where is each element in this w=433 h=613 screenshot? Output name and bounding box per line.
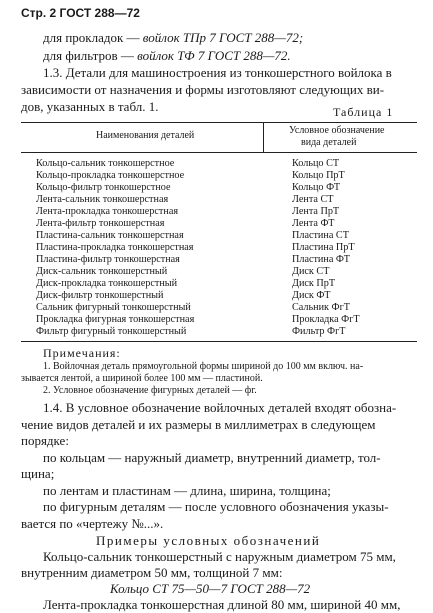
paragraph-1-4-line: по кольцам — наружный диаметр, внутренний диаметр, тол- xyxy=(43,449,381,465)
table-row-name: Пластина-сальник тонкошерстная xyxy=(36,230,184,241)
table-column-divider xyxy=(263,122,264,153)
example-line: Лента-прокладка тонкошерстная длиной 80 мм, шириной 40 мм, xyxy=(43,597,401,612)
intro-line-1-text: для прокладок — xyxy=(43,30,143,45)
page-header: Стр. 2 ГОСТ 288—72 xyxy=(21,6,140,20)
table-row-name: Лента-фильтр тонкошерстная xyxy=(36,218,165,229)
table-row-name: Диск-сальник тонкошерстный xyxy=(36,266,168,277)
intro-line-1-code: войлок ТПр 7 ГОСТ 288—72; xyxy=(142,30,304,45)
paragraph-1-4-line: по фигурным деталям — после условного обозначения указы- xyxy=(43,499,389,514)
table-row-name: Пластина-прокладка тонкошерстная xyxy=(36,242,194,253)
table-row-code: Кольцо СТ xyxy=(292,158,340,169)
paragraph-1-4-line: 1.4. В условное обозначение войлочных деталей входят обозна- xyxy=(43,400,397,415)
intro-line-1 xyxy=(43,30,303,46)
table-col2-header-line: Условное обозначение xyxy=(289,125,385,136)
paragraph-1-3-line: зависимости от назначения и формы изготовляют следующих ви- xyxy=(21,82,385,97)
table-row-name: Кольцо-сальник тонкошерстное xyxy=(36,158,175,169)
paragraph-1-4-line: порядке: xyxy=(21,433,69,448)
table-row-name: Лента-сальник тонкошерстная xyxy=(36,194,169,205)
table-row-name: Лента-прокладка тонкошерстная xyxy=(36,206,179,217)
intro-line-2-code: войлок ТФ 7 ГОСТ 288—72. xyxy=(137,48,291,63)
note-line: зывается лентой, а шириной более 100 мм — пластиной. xyxy=(21,373,263,384)
table-row-code: Лента ФТ xyxy=(292,218,335,229)
paragraph-1-4-line: щина; xyxy=(21,466,55,481)
example-code: Кольцо СТ 75—50—7 ГОСТ 288—72 xyxy=(110,581,311,596)
paragraph-1-4-line: чение видов деталей и их размеры в миллиметрах в следующем xyxy=(21,416,376,432)
paragraph-1-4-line: по лентам и пластинам — длина, ширина, толщина; xyxy=(43,482,331,498)
example-line: Кольцо-сальник тонкошерстный с наружным диаметром 75 мм, xyxy=(43,549,396,564)
table-row-code: Лента СТ xyxy=(292,194,334,205)
table-row-name: Фильтр фигурный тонкошерстный xyxy=(36,326,187,337)
table-row-code: Диск ФТ xyxy=(292,290,331,301)
note-line: 2. Условное обозначение фигурных деталей — фг. xyxy=(43,385,257,396)
paragraph-1-3-line: дов, указанных в табл. 1. xyxy=(21,99,159,114)
paragraph-1-3-line: 1.3. Детали для машиностроения из тонкошерстного войлока в xyxy=(43,65,392,80)
table-row-code: Кольцо ФТ xyxy=(292,182,341,193)
table-row-name: Прокладка фигурная тонкошерстная xyxy=(36,314,195,325)
table-bottom-rule xyxy=(21,341,417,342)
table-header-rule xyxy=(21,152,417,153)
table-row-name: Кольцо-фильтр тонкошерстное xyxy=(36,182,171,193)
table-row-name: Пластина-фильтр тонкошерстная xyxy=(36,254,180,265)
table-row-code: Пластина ФТ xyxy=(292,254,350,265)
table-row-code: Кольцо ПрТ xyxy=(292,170,345,181)
table-col1-header: Наименования деталей xyxy=(96,130,195,141)
intro-line-2-text: для фильтров — xyxy=(43,48,138,63)
example-line: внутренним диаметром 50 мм, толщиной 7 мм: xyxy=(21,565,283,580)
table-row-code: Диск ПрТ xyxy=(292,278,336,289)
table-row-name: Диск-прокладка тонкошерстный xyxy=(36,278,178,289)
paragraph-1-4-line: вается по «чертежу №...». xyxy=(21,515,164,531)
table-caption: Таблица 1 xyxy=(333,105,394,119)
intro-line-2 xyxy=(43,48,291,64)
table-row-name: Сальник фигурный тонкошерстный xyxy=(36,302,191,313)
table-row-name: Диск-фильтр тонкошерстный xyxy=(36,290,164,301)
table-row-name: Кольцо-прокладка тонкошерстное xyxy=(36,170,185,181)
table-row-code: Прокладка ФгТ xyxy=(292,314,360,325)
table-top-rule xyxy=(21,122,417,123)
table-row-code: Фильтр ФгТ xyxy=(292,326,346,337)
table-row-code: Лента ПрТ xyxy=(292,206,340,217)
examples-heading: Примеры условных обозначений xyxy=(96,533,321,548)
table-row-code: Сальник ФгТ xyxy=(292,302,350,313)
table-row-code: Пластина ПрТ xyxy=(292,242,355,253)
table-row-code: Пластина СТ xyxy=(292,230,349,241)
notes-title: Примечания: xyxy=(43,346,121,360)
table-col2-header-line: вида деталей xyxy=(301,137,357,148)
table-row-code: Диск СТ xyxy=(292,266,330,277)
note-line: 1. Войлочная деталь прямоугольной формы шириной до 100 мм включ. на- xyxy=(43,361,364,372)
